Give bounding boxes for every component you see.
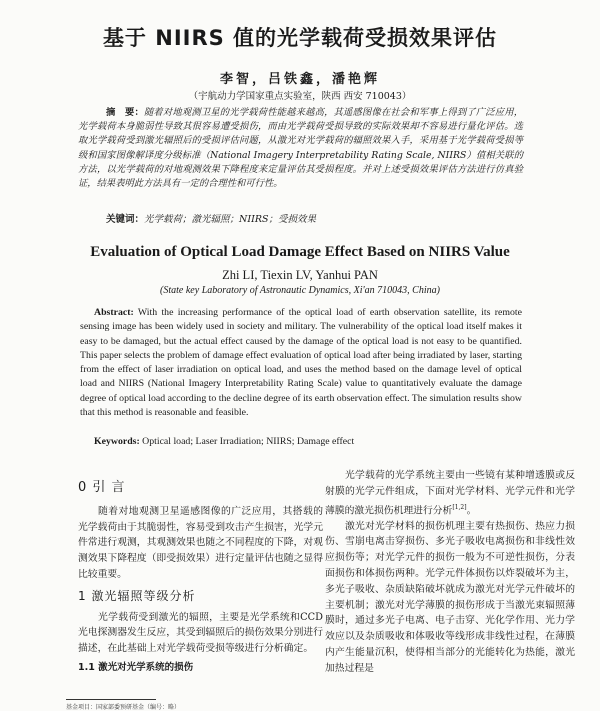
abstract-cn-text: 随着对地观测卫星的光学载荷性能越来越高，其遥感图像在社会和军事上得到了广泛应用，光学载荷本身脆弱性导致其很容易遭受损伤，而由光学载荷受损导致的实际效果却不容易进行量化评估。选取光学载荷受到激光辐照后的受损评估问题，从激光对光学载荷的辐照效果入手，采用基于光学载荷受损等级和国家图像解译度分级标准（National Imagery Interpretability Rating Scale, NIIRS）值相关联的方法，以光学载荷的对地观测效果下降程度来定量评估其受损程度。并对上述受损效果评估方法进行仿真验证，结果表明此方法具有一定的合理性和可行性。 — [78, 107, 523, 190]
right-paragraph-2: 激光对光学材料的损伤机理主要有热损伤、热应力损伤、雪崩电离击穿损伤、多光子吸收电离损伤和非线性效应损伤等；对光学元件的损伤一般为不可逆性损伤，分表面损伤和体损伤两种。光学元件体损伤以炸裂破坏为主，多光子吸收、杂质缺陷破坏就成为激光对光学元件破坏的主要机制；激光对光学薄膜的损伤形成于当激光束辐照薄膜时，通过多光子电离、电子击穿、光化学作用、光力学效应以及杂质吸收和体吸收等线形成非线性过程，在薄膜内产生能量沉积，使得相当部分的光能转化为热能，激光加热过程是 — [325, 520, 575, 674]
section-1-paragraph: 光学载荷受到激光的辐照，主要是光学系统和CCD光电探测器发生反应，其受到辐照后的损伤效果分别进行描述，在此基础上对光学载荷受损等级进行分析确定。 — [78, 611, 323, 655]
keywords-en — [80, 436, 522, 447]
abstract-en-label: Abstract: — [94, 307, 134, 318]
abstract-cn-label: 摘 要： — [106, 107, 144, 118]
abstract-en-text: With the increasing performance of the optical load of earth observation satellite, its remote sensing image has been widely used in society and military. The vulnerability of the optical load itself makes it easy to be damaged, but the actual effect caused by the damage of the optical load is not easy to be quantified. This paper selects the problem of damage effect evaluation of optical load after being irradiated by laser, starting from the effect of laser irradiation on optical load, and uses the method based on the damage level of optical load and NIIRS (National Imagery Interpretability Rating Scale) value to quantitatively evaluate the damage degree of optical load according to the decline degree of its earth observation effect. The simulation results show that this method is reasonable and feasible. — [80, 307, 522, 419]
subsection-1-1-heading: 1.1 激光对光学系统的损伤 — [78, 661, 194, 673]
section-0-paragraph: 随着对地观测卫星遥感图像的广泛应用，其搭载的光学载荷由于其脆弱性，容易受到攻击产生损害，光学元件常进行观测，其观测效果也随之不同程度的下降，对观测效果下降程度（即受损效果）进行定量评估也随之显得比较重要。 — [78, 505, 323, 580]
paper-title-en: Evaluation of Optical Load Damage Effect Based on NIIRS Value — [90, 244, 510, 260]
keywords-cn — [78, 211, 523, 225]
right-paragraph-1-text: 光学载荷的光学系统主要由一些镜有某种增透膜或反射膜的光学元件组成，下面对光学材料、光学元件和光学薄膜的激光损伤机理进行分析 — [325, 470, 575, 516]
right-column — [325, 468, 575, 677]
keywords-cn-text: 光学载荷；激光辐照；NIIRS；受损效果 — [144, 214, 316, 225]
right-paragraph-1 — [325, 468, 575, 519]
keywords-en-text: Optical load; Laser Irradiation; NIIRS; Damage effect — [142, 436, 355, 447]
citation: [1,2] — [452, 503, 467, 511]
right-paragraph-1-end: 。 — [466, 504, 477, 516]
left-column — [78, 474, 323, 676]
section-0-heading: 0 引 言 — [78, 480, 126, 495]
affiliation-cn: （宇航动力学国家重点实验室，陕西 西安 710043） — [188, 91, 412, 102]
section-1-heading: 1 激光辐照等级分析 — [78, 588, 196, 603]
keywords-en-label: Keywords: — [94, 436, 140, 447]
affiliation-en: (State key Laboratory of Astronautic Dynamics, Xi'an 710043, China) — [160, 285, 440, 296]
footnote-rule — [66, 699, 156, 700]
footnote: 基金项目：国家部委预研基金（编号：略） — [66, 704, 181, 711]
authors-en: Zhi LI, Tiexin LV, Yanhui PAN — [222, 268, 378, 282]
abstract-en — [80, 306, 522, 420]
paper-title-cn: 基于 NIIRS 值的光学载荷受损效果评估 — [102, 26, 498, 50]
authors-cn: 李智，吕铁鑫，潘艳辉 — [219, 72, 380, 87]
abstract-cn — [78, 106, 523, 191]
keywords-cn-label: 关键词： — [106, 214, 145, 225]
